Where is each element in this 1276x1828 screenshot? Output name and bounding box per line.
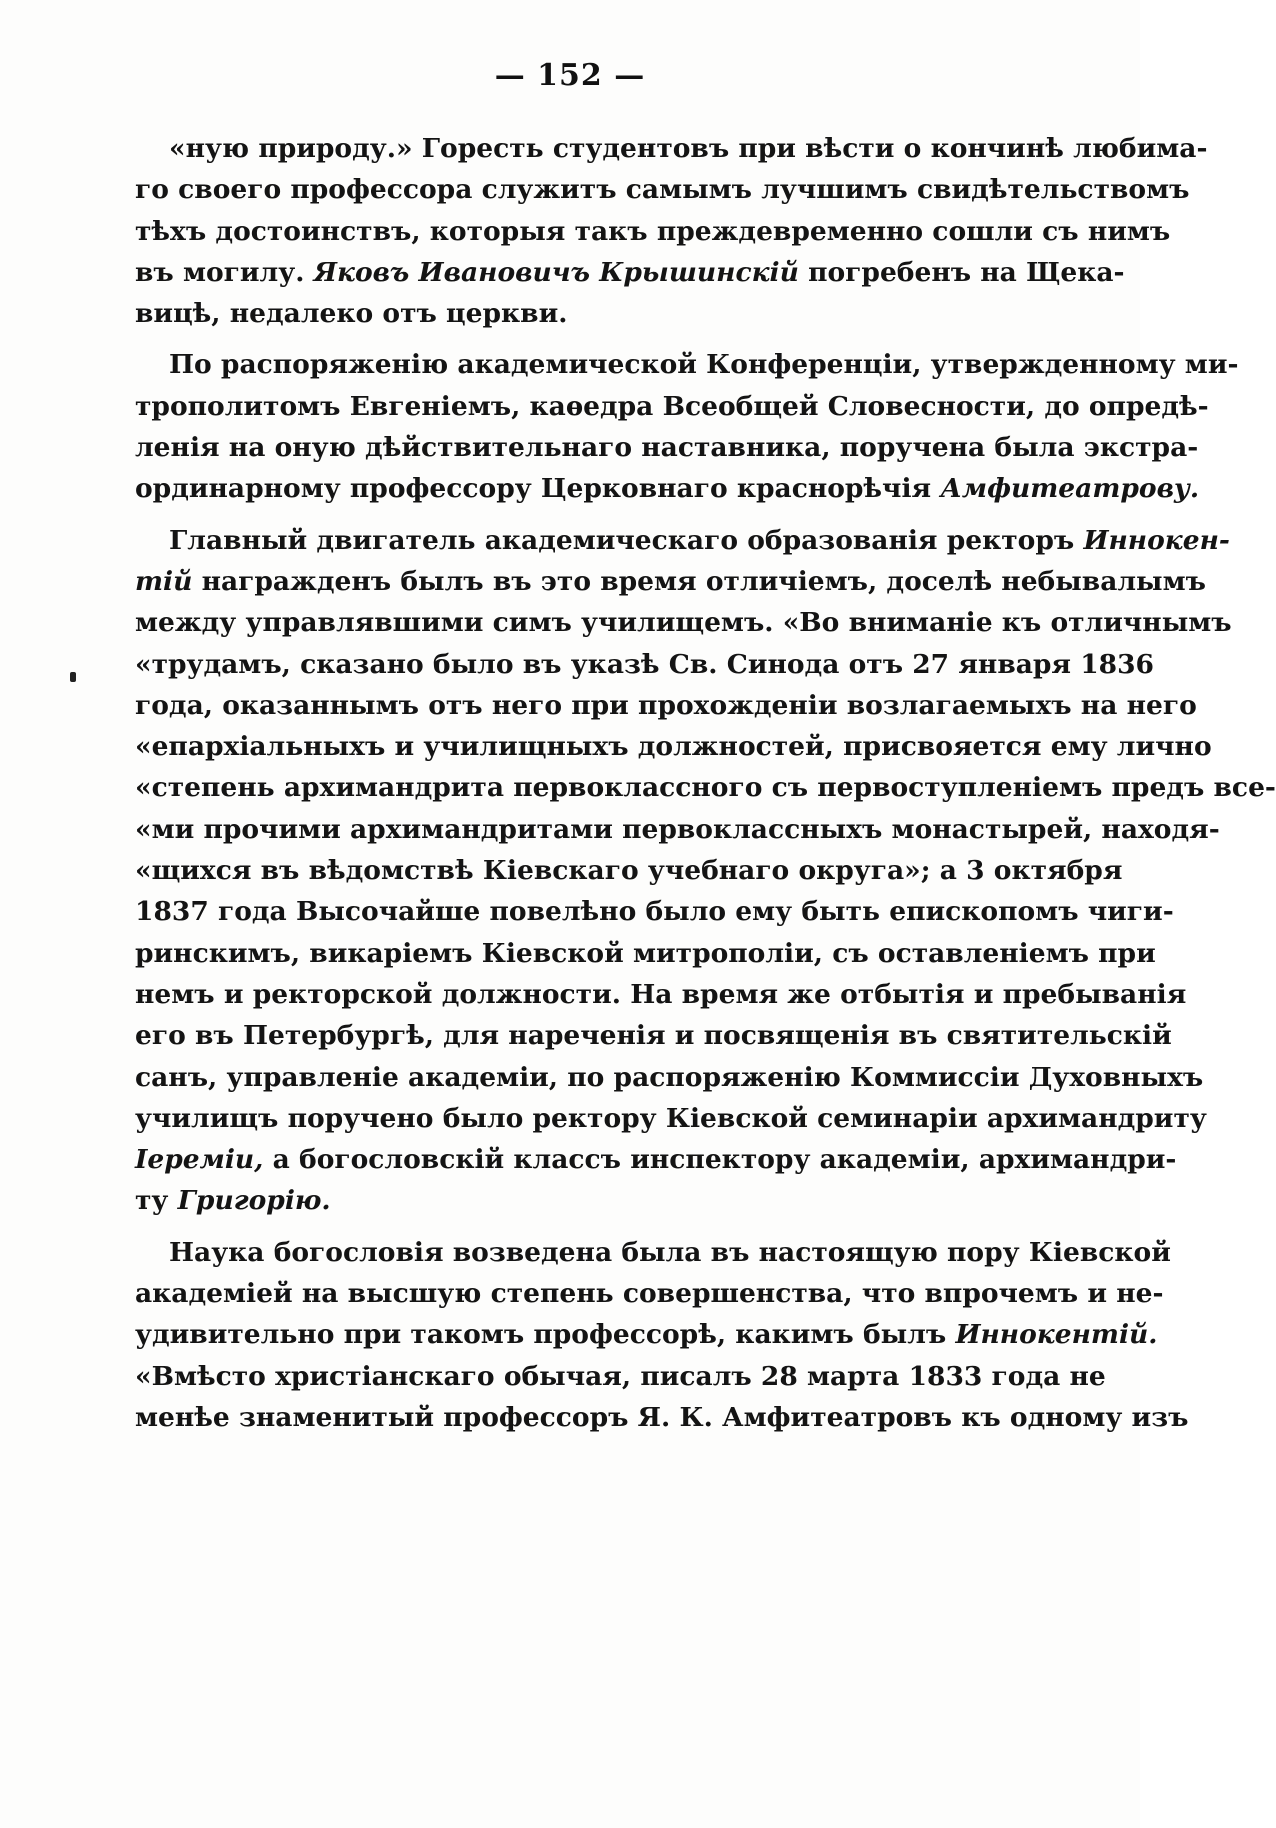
text-segment: удивительно при такомъ профессорѣ, какимъ былъ [135, 1319, 956, 1351]
text-line [135, 1180, 1050, 1221]
text-line [135, 427, 1199, 468]
text-segment: «Вмѣсто христіанскаго обычая, писалъ 28 марта 1833 года не [135, 1360, 1106, 1392]
text-line [135, 344, 1239, 385]
text-line [135, 1273, 1164, 1314]
text-segment: «ную природу.» Горесть студентовъ при вѣсти о кончинѣ любима- [169, 133, 1208, 164]
text-segment: ленія на оную дѣйствительнаго наставника, поручена была экстра- [135, 432, 1199, 464]
text-segment: «степень архимандрита первоклассного съ первоступленіемъ предъ все- [135, 772, 1276, 804]
text-line [135, 809, 1220, 850]
text-segment: въ могилу. [135, 256, 314, 288]
text-segment: ту [135, 1185, 178, 1217]
text-segment: «ми прочими архимандритами первоклассныхъ монастырей, находя- [135, 813, 1220, 845]
text-segment: «щихся въ вѣдомствѣ Кіевскаго учебнаго округа»; а 3 октября [135, 855, 1123, 887]
text-line [135, 252, 1125, 293]
text-segment: «епархіальныхъ и училищныхъ должностей, присвояется ему лично [135, 731, 1212, 763]
text-line [135, 520, 1230, 561]
text-line [135, 1098, 1207, 1139]
text-line [135, 1356, 1106, 1397]
text-line [135, 1139, 1177, 1180]
text-line [135, 685, 1197, 726]
paragraph [135, 344, 1239, 509]
text-line [135, 1314, 1158, 1355]
text-line [135, 850, 1123, 891]
text-line [135, 169, 1190, 210]
body-text [135, 128, 1276, 1448]
text-line [135, 386, 1209, 427]
text-line [135, 767, 1276, 808]
italic-name: Амфитеатрову. [940, 473, 1200, 505]
italic-name: тій [135, 565, 193, 597]
text-line [135, 726, 1212, 767]
text-line [135, 891, 1174, 932]
text-segment: санъ, управленіе академіи, по распоряженію Коммиссіи Духовныхъ [135, 1061, 1204, 1093]
text-line [135, 602, 1232, 643]
text-line [135, 128, 1208, 169]
text-segment: 1837 года Высочайше повелѣно было ему быть епископомъ чиги- [135, 896, 1174, 928]
text-line [135, 1397, 1189, 1438]
text-line [135, 1015, 1172, 1056]
text-line [135, 561, 1206, 602]
italic-name: Яковъ Ивановичъ Крышинскій [313, 256, 799, 288]
text-segment: трополитомъ Евгеніемъ, каѳедра Всеобщей Словесности, до опредѣ- [135, 390, 1209, 422]
italic-name: Иннокентій. [955, 1319, 1158, 1351]
text-segment: академіей на высшую степень совершенства, что впрочемъ и не- [135, 1278, 1164, 1310]
text-segment: менѣе знаменитый профессоръ Я. К. Амфитеатровъ къ одному изъ [135, 1401, 1189, 1433]
text-segment: а богословскій классъ инспектору академіи, архимандри- [263, 1144, 1177, 1176]
text-segment: немъ и ректорской должности. На время же отбытія и пребыванія [135, 978, 1187, 1010]
italic-name: Іереміи, [135, 1144, 264, 1176]
text-segment: го своего профессора служитъ самымъ лучшимъ свидѣтельствомъ [135, 174, 1190, 206]
text-line [135, 1232, 1171, 1273]
text-line [135, 293, 1050, 334]
text-segment: между управлявшими симъ училищемъ. «Во вниманіе къ отличнымъ [135, 607, 1232, 639]
text-segment: ординарному профессору Церковнаго краснорѣчія [135, 473, 941, 505]
paragraph [135, 128, 1208, 334]
text-segment: ринскимъ, викаріемъ Кіевской митрополіи, съ оставленіемъ при [135, 937, 1156, 969]
text-line [135, 211, 1171, 252]
margin-mark [70, 672, 76, 682]
text-segment: его въ Петербургѣ, для нареченія и посвященія въ святительскій [135, 1020, 1172, 1052]
text-segment: вицѣ, недалеко отъ церкви. [135, 298, 568, 330]
italic-name: Иннокен- [1083, 524, 1230, 556]
text-segment: награжденъ былъ въ это время отличіемъ, доселѣ небывалымъ [192, 565, 1206, 597]
text-segment: Наука богословія возведена была въ настоящую пору Кіевской [169, 1236, 1171, 1268]
text-segment: По распоряженію академической Конференціи, утвержденному ми- [169, 349, 1239, 381]
text-line [135, 974, 1187, 1015]
text-segment: училищъ поручено было ректору Кіевской семинаріи архимандриту [135, 1102, 1207, 1134]
text-segment: Главный двигатель академическаго образованія ректоръ [169, 524, 1084, 556]
text-line [135, 1057, 1204, 1098]
text-line [135, 644, 1154, 685]
text-segment: погребенъ на Щека- [798, 256, 1125, 288]
text-segment: года, оказаннымъ отъ него при прохожденіи возлагаемыхъ на него [135, 689, 1197, 721]
paragraph [135, 520, 1276, 1222]
text-segment: тѣхъ достоинствъ, которыя такъ преждевременно сошли съ нимъ [135, 215, 1171, 247]
text-segment: «трудамъ, сказано было въ указѣ Св. Синода отъ 27 января 1836 [135, 648, 1154, 680]
italic-name: Григорію. [177, 1185, 331, 1217]
paragraph [135, 1232, 1189, 1438]
text-line [135, 468, 1200, 509]
text-line [135, 933, 1156, 974]
page-number: — 152 — [494, 58, 646, 93]
